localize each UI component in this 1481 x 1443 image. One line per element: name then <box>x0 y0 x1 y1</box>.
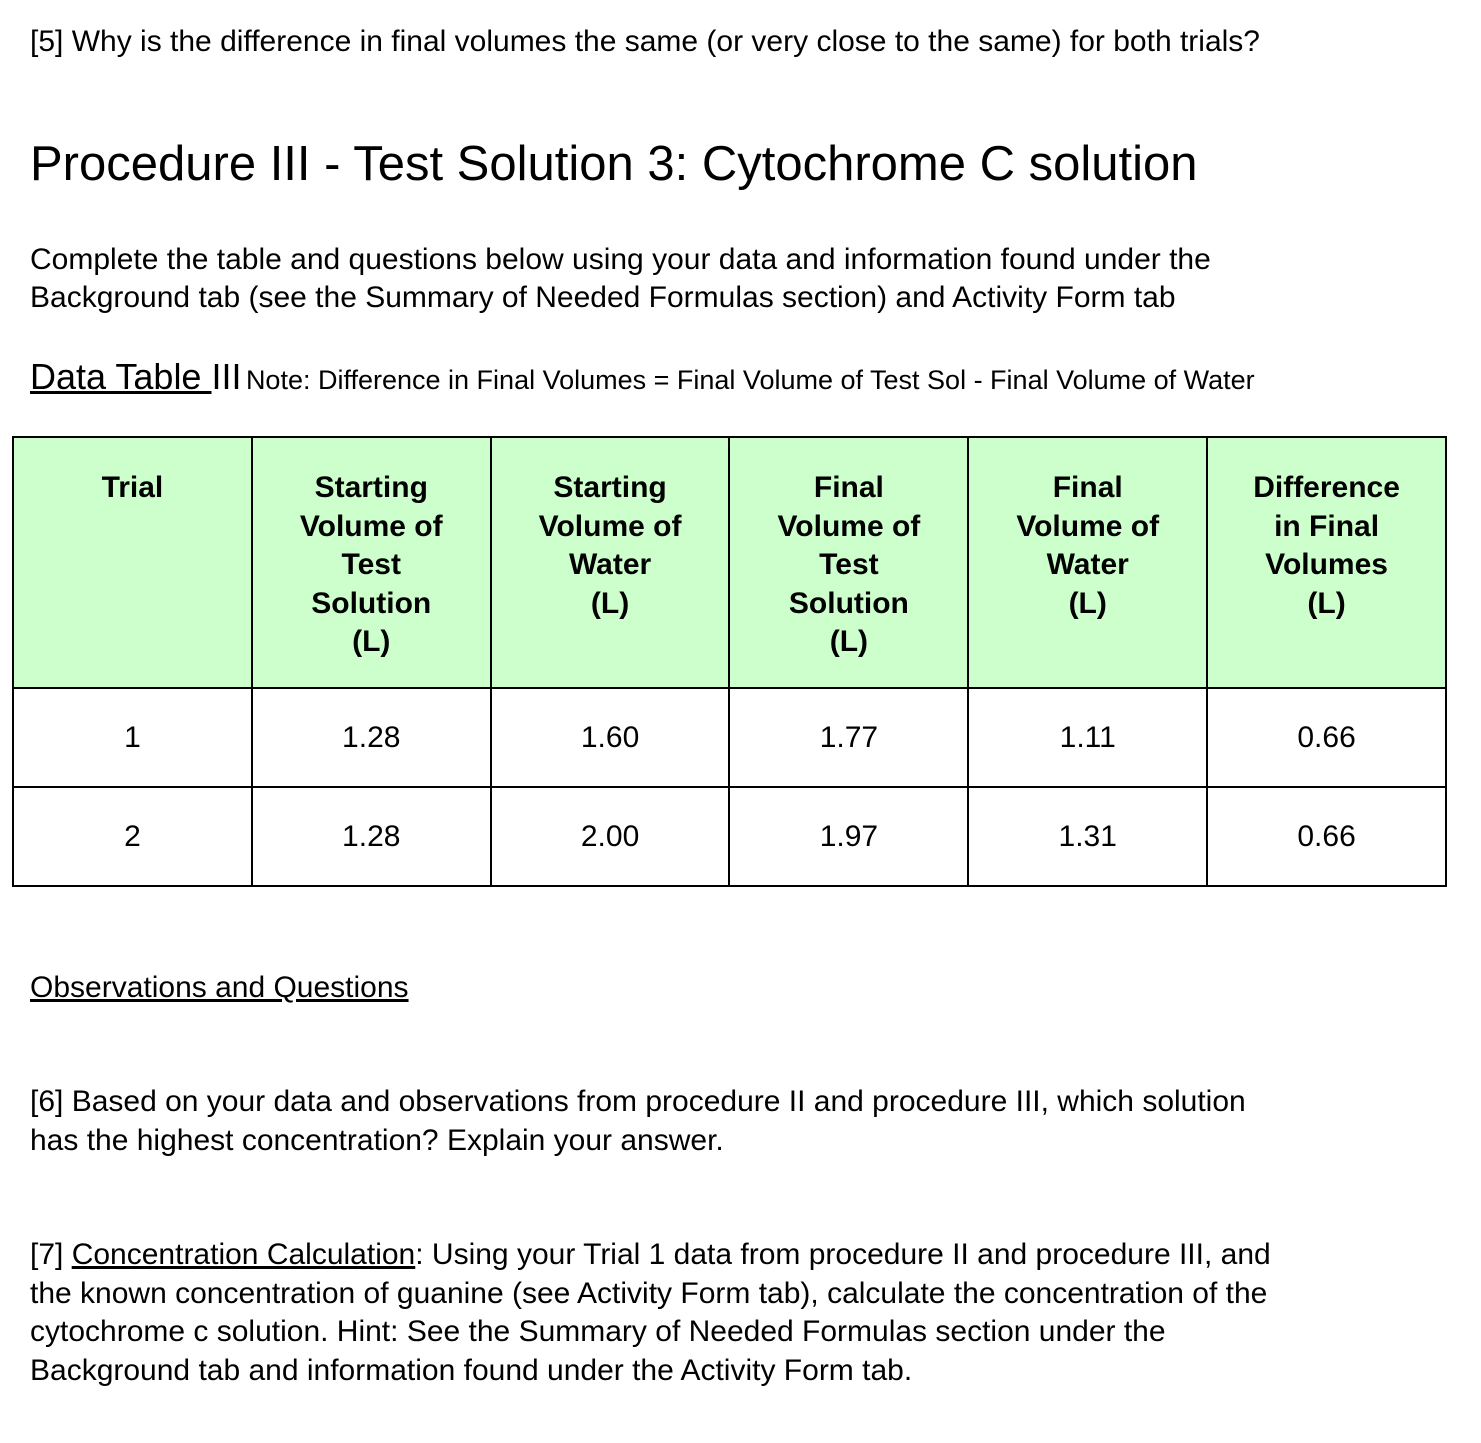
header-line: Solution <box>311 586 432 620</box>
header-line: Volume of <box>777 509 921 543</box>
header-line: (L) <box>829 625 869 658</box>
header-line: Trial <box>101 471 164 504</box>
cell-final-volume-test: 1.77 <box>729 688 968 787</box>
data-table-iii <box>12 436 1447 887</box>
header-line: Test <box>341 548 401 581</box>
cell-final-volume-test: 1.97 <box>729 787 968 886</box>
question-6-line-1: [6] Based on your data and observations from procedure II and procedure III, which solution <box>30 1085 1246 1118</box>
cell-starting-volume-water: 1.60 <box>491 688 730 787</box>
observations-heading: Observations and Questions <box>30 971 409 1004</box>
header-line: Starting <box>314 471 428 504</box>
cell-final-volume-water: 1.31 <box>968 787 1207 886</box>
header-line: (L) <box>590 586 630 620</box>
header-line: (L) <box>1307 586 1346 620</box>
header-line: Test <box>819 548 879 581</box>
question-7-line-1 <box>30 1236 1470 1275</box>
intro-line-2: Background tab (see the Summary of Needed Formulas section) and Activity Form tab <box>30 281 1176 314</box>
data-table-label-text: Data Table <box>30 356 212 397</box>
question-7-line-3: cytochrome c solution. Hint: See the Summary of Needed Formulas section under the <box>30 1315 1166 1348</box>
question-7-underlined-title: Concentration Calculation <box>71 1238 416 1271</box>
header-line: Water <box>1046 548 1129 581</box>
header-trial <box>13 437 252 688</box>
header-line: Final <box>813 471 884 504</box>
header-line: (L) <box>1068 586 1107 620</box>
header-line: Starting <box>553 471 667 504</box>
header-line: (L) <box>352 625 391 658</box>
header-final-volume-test-solution <box>729 437 968 688</box>
question-7-line-1-rest: : Using your Trial 1 data from procedure II and procedure III, and <box>415 1238 1271 1271</box>
question-7 <box>30 1236 1470 1390</box>
question-6-line-2: has the highest concentration? Explain your answer. <box>30 1123 724 1157</box>
cell-trial: 1 <box>13 688 252 787</box>
header-line: Volume of <box>299 509 443 543</box>
page-title: Procedure III - Test Solution 3: Cytochrome C solution <box>30 137 1198 191</box>
data-table-numeral: III <box>211 356 242 397</box>
header-line: Volumes <box>1265 548 1388 581</box>
header-difference-final-volumes <box>1207 437 1446 688</box>
question-7-line-2: the known concentration of guanine (see Activity Form tab), calculate the concentration of the <box>30 1276 1268 1310</box>
cell-final-volume-water: 1.11 <box>968 688 1207 787</box>
question-6 <box>30 1083 1450 1160</box>
table-row <box>13 688 1446 787</box>
data-table-title <box>30 355 1255 407</box>
question-5: [5] Why is the difference in final volumes the same (or very close to the same) for both trials? <box>30 25 1260 58</box>
data-table-note: Note: Difference in Final Volumes = Final Volume of Test Sol - Final Volume of Water <box>245 365 1255 395</box>
header-line: in Final <box>1274 509 1380 543</box>
header-final-volume-water <box>968 437 1207 688</box>
header-line: Volume of <box>1016 509 1160 543</box>
table-row <box>13 787 1446 886</box>
cell-difference: 0.66 <box>1207 787 1446 886</box>
intro-paragraph <box>30 241 1450 317</box>
question-7-line-4: Background tab and information found under the Activity Form tab. <box>30 1353 913 1387</box>
cell-starting-volume-water: 2.00 <box>491 787 730 886</box>
cell-starting-volume-test: 1.28 <box>252 787 491 886</box>
question-7-prefix: [7] <box>30 1238 72 1271</box>
header-line: Difference <box>1253 471 1400 504</box>
cell-starting-volume-test: 1.28 <box>252 688 491 787</box>
cell-trial: 2 <box>13 787 252 886</box>
table-header-row <box>13 437 1446 688</box>
header-starting-volume-water <box>491 437 730 688</box>
header-line: Solution <box>788 586 909 620</box>
header-line: Final <box>1052 471 1123 504</box>
header-starting-volume-test-solution <box>252 437 491 688</box>
header-line: Volume of <box>538 509 682 543</box>
cell-difference: 0.66 <box>1207 688 1446 787</box>
data-table-label <box>30 356 241 397</box>
header-line: Water <box>568 548 652 581</box>
intro-line-1: Complete the table and questions below using your data and information found under the <box>30 243 1211 276</box>
